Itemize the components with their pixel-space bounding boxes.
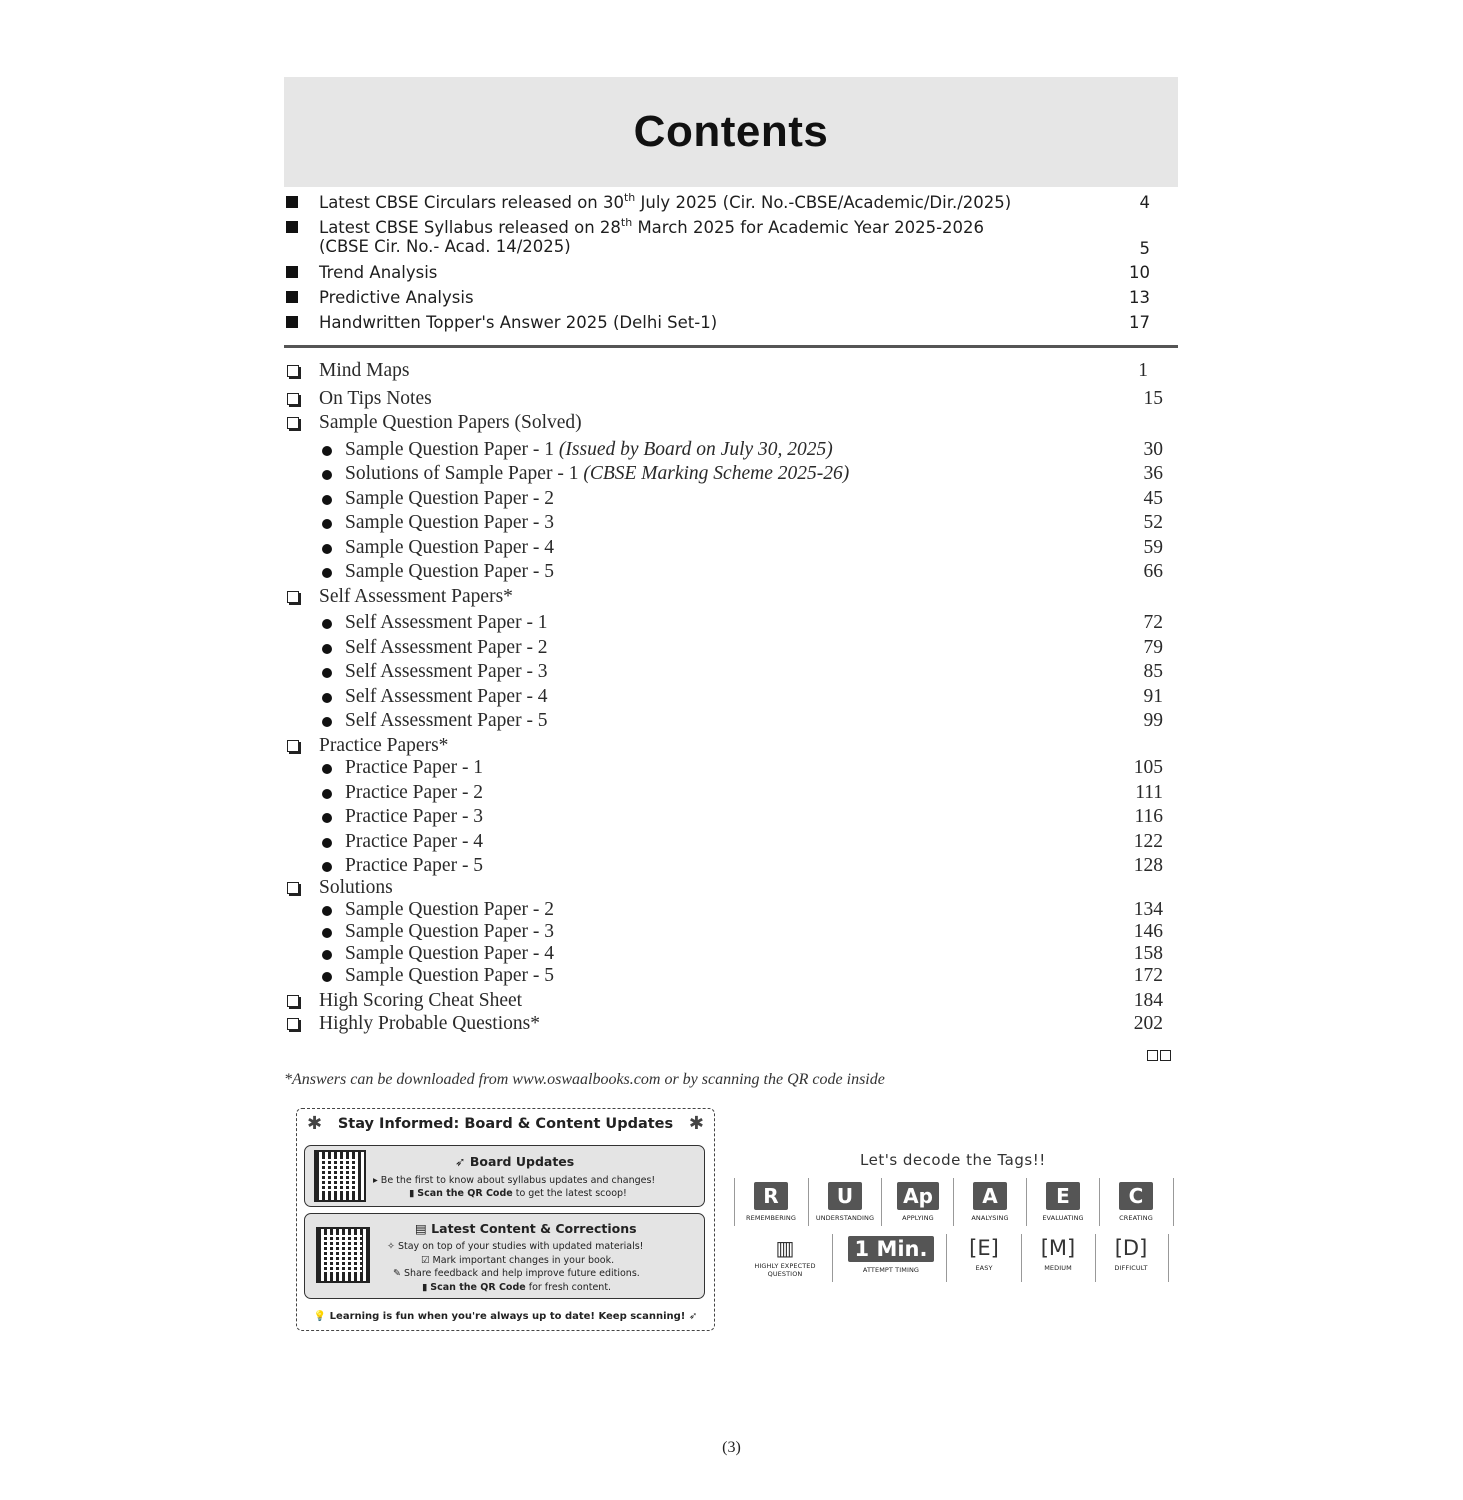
entry-label: Highly Probable Questions* bbox=[319, 1013, 540, 1034]
entry-page: 15 bbox=[1143, 388, 1163, 409]
dot-bullet-icon bbox=[322, 644, 332, 654]
dot-bullet-icon bbox=[322, 619, 332, 629]
entry-page: 91 bbox=[1143, 686, 1163, 707]
toc-entry-probable-questions[interactable] bbox=[284, 1013, 1178, 1037]
entry-page: 1 bbox=[1138, 360, 1148, 381]
entry-label: Sample Question Paper - 2 bbox=[345, 488, 555, 509]
toc-entry-sqp-1-solutions[interactable] bbox=[284, 463, 1178, 487]
books-icon: ▤ bbox=[415, 1221, 432, 1236]
entry-page: 99 bbox=[1143, 710, 1163, 731]
entry-page: 52 bbox=[1143, 512, 1163, 533]
toc-entry-sap-3[interactable] bbox=[284, 661, 1178, 685]
toc-section-practice-papers[interactable] bbox=[284, 735, 1178, 759]
entry-page: 36 bbox=[1143, 463, 1163, 484]
entry-page: 45 bbox=[1143, 488, 1163, 509]
entry-label: High Scoring Cheat Sheet bbox=[319, 990, 523, 1011]
board-updates-line: ▮ Scan the QR Code to get the latest scoop! bbox=[409, 1188, 627, 1199]
checkbox-bullet-icon bbox=[287, 365, 299, 377]
entry-label: Mind Maps bbox=[319, 360, 410, 381]
checkbox-bullet-icon bbox=[287, 417, 299, 429]
entry-label: Practice Paper - 1 bbox=[345, 757, 484, 778]
toc-entry-trend-analysis[interactable] bbox=[284, 263, 1178, 285]
tag-divider bbox=[1168, 1234, 1169, 1282]
entry-page: 4 bbox=[1139, 193, 1150, 212]
rocket-icon: ➶ bbox=[685, 1311, 698, 1322]
entry-label: Sample Question Paper - 4 bbox=[345, 943, 555, 964]
qr-code-icon[interactable] bbox=[314, 1150, 366, 1202]
entry-label: Practice Paper - 2 bbox=[345, 782, 484, 803]
dot-bullet-icon bbox=[322, 838, 332, 848]
sparkle-icon: ✧ bbox=[387, 1241, 398, 1252]
tag-divider bbox=[832, 1234, 833, 1282]
content-updates-panel bbox=[304, 1213, 705, 1299]
dot-bullet-icon bbox=[322, 862, 332, 872]
section-label: Self Assessment Papers* bbox=[319, 586, 513, 607]
entry-page: 17 bbox=[1129, 313, 1150, 332]
dot-bullet-icon bbox=[322, 446, 332, 456]
dot-bullet-icon bbox=[322, 717, 332, 727]
tags-title: Let's decode the Tags!! bbox=[860, 1151, 1046, 1169]
entry-label: Trend Analysis bbox=[319, 263, 438, 282]
square-bullet-icon bbox=[286, 196, 298, 208]
toc-entry-pp-4[interactable] bbox=[284, 831, 1178, 855]
footnote: *Answers can be downloaded from www.oswaalbooks.com or by scanning the QR code inside bbox=[284, 1071, 885, 1088]
entry-label: Latest CBSE Circulars released on 30th July 2025 (Cir. No.-CBSE/Academic/Dir./2025) bbox=[319, 191, 1012, 212]
tag-evaluating: E EVALUATING bbox=[1042, 1184, 1084, 1222]
dot-bullet-icon bbox=[322, 544, 332, 554]
toc-section-sqp[interactable] bbox=[284, 412, 1178, 436]
toc-entry-predictive-analysis[interactable] bbox=[284, 288, 1178, 310]
entry-label: Handwritten Topper's Answer 2025 (Delhi Set-1) bbox=[319, 313, 718, 332]
entry-label: Self Assessment Paper - 2 bbox=[345, 637, 548, 658]
square-bullet-icon bbox=[286, 266, 298, 278]
entry-page: 116 bbox=[1134, 806, 1163, 827]
page-title: Contents bbox=[633, 107, 829, 156]
toc-entry-circulars[interactable] bbox=[284, 193, 1178, 215]
qr-code-icon[interactable] bbox=[316, 1227, 370, 1283]
tag-creating: C CREATING bbox=[1119, 1184, 1153, 1222]
toc-entry-sqp-4[interactable] bbox=[284, 537, 1178, 561]
lightbulb-icon: 💡 bbox=[313, 1311, 330, 1322]
checkbox-bullet-icon bbox=[287, 995, 299, 1007]
entry-label: Self Assessment Paper - 3 bbox=[345, 661, 548, 682]
checkbox-bullet-icon bbox=[287, 591, 299, 603]
toc-entry-on-tips[interactable] bbox=[284, 388, 1178, 412]
entry-label: Sample Question Paper - 5 bbox=[345, 561, 555, 582]
toc-entry-pp-1[interactable] bbox=[284, 757, 1178, 781]
dot-bullet-icon bbox=[322, 764, 332, 774]
toc-entry-sap-4[interactable] bbox=[284, 686, 1178, 710]
contents-page bbox=[284, 77, 1178, 1034]
section-label: Practice Papers* bbox=[319, 735, 449, 756]
entry-label: Sample Question Paper - 4 bbox=[345, 537, 555, 558]
dot-bullet-icon bbox=[322, 693, 332, 703]
entry-label: Sample Question Paper - 2 bbox=[345, 899, 555, 920]
dot-bullet-icon bbox=[322, 470, 332, 480]
entry-label: Practice Paper - 3 bbox=[345, 806, 484, 827]
dot-bullet-icon bbox=[322, 813, 332, 823]
entry-page: 134 bbox=[1133, 899, 1163, 920]
tag-divider bbox=[1173, 1178, 1174, 1226]
entry-label: Sample Question Paper - 3 bbox=[345, 512, 555, 533]
phone-icon: ▮ bbox=[422, 1282, 431, 1293]
updates-footer: 💡 Learning is fun when you're always up to date! Keep scanning! ➶ bbox=[313, 1311, 698, 1322]
entry-label: Latest CBSE Syllabus released on 28th March 2025 for Academic Year 2025-2026 (CBSE Cir. No.- Acad. 14/2025) bbox=[319, 216, 985, 256]
content-updates-title: ▤ Latest Content & Corrections bbox=[415, 1221, 637, 1236]
toc-entry-sap-5[interactable] bbox=[284, 710, 1178, 734]
toc-entry-sqp-3[interactable] bbox=[284, 512, 1178, 536]
content-updates-line: ▮ Scan the QR Code for fresh content. bbox=[422, 1282, 612, 1293]
content-updates-line: ☑ Mark important changes in your book. bbox=[421, 1255, 615, 1266]
toc-entry-toppers-answer[interactable] bbox=[284, 313, 1178, 335]
toc-section-solutions[interactable] bbox=[284, 877, 1178, 901]
pencil-icon: ✎ bbox=[393, 1268, 404, 1279]
tag-medium: [M] MEDIUM bbox=[1040, 1236, 1076, 1272]
square-bullet-icon bbox=[286, 291, 298, 303]
entry-page: 79 bbox=[1143, 637, 1163, 658]
tag-highly-expected: ▥ HIGHLY EXPECTED QUESTION bbox=[754, 1236, 816, 1278]
entry-label: Predictive Analysis bbox=[319, 288, 474, 307]
board-updates-line: ▸ Be the first to know about syllabus updates and changes! bbox=[373, 1175, 656, 1186]
toc-entry-syllabus[interactable] bbox=[284, 218, 1178, 260]
tag-remembering: R REMEMBERING bbox=[746, 1184, 796, 1222]
dot-bullet-icon bbox=[322, 519, 332, 529]
entry-label: Sample Question Paper - 1 (Issued by Board on July 30, 2025) bbox=[345, 439, 833, 460]
party-popper-icon: ✱ bbox=[688, 1113, 704, 1134]
toc-entry-sqp-5[interactable] bbox=[284, 561, 1178, 585]
toc-entry-pp-2[interactable] bbox=[284, 782, 1178, 806]
entry-page: 146 bbox=[1133, 921, 1163, 942]
tag-easy: [E] EASY bbox=[969, 1236, 999, 1272]
entry-label: Self Assessment Paper - 1 bbox=[345, 612, 548, 633]
entry-label: Sample Question Paper - 5 bbox=[345, 965, 555, 986]
dot-bullet-icon bbox=[322, 928, 332, 938]
entry-label: Self Assessment Paper - 4 bbox=[345, 686, 548, 707]
toc-entry-sap-2[interactable] bbox=[284, 637, 1178, 661]
toc-entry-pp-5[interactable] bbox=[284, 855, 1178, 879]
board-updates-title: ➶ Board Updates bbox=[455, 1154, 575, 1169]
entry-label: On Tips Notes bbox=[319, 388, 432, 409]
party-popper-icon: ✱ bbox=[307, 1113, 323, 1134]
entry-page: 5 bbox=[1139, 239, 1150, 258]
entry-page: 13 bbox=[1129, 288, 1150, 307]
entry-page: 158 bbox=[1133, 943, 1163, 964]
toc-section-sap[interactable] bbox=[284, 586, 1178, 610]
dot-bullet-icon bbox=[322, 495, 332, 505]
entry-label: Practice Paper - 5 bbox=[345, 855, 484, 876]
entry-page: 202 bbox=[1133, 1013, 1163, 1034]
board-updates-panel bbox=[304, 1145, 705, 1207]
toc-entry-sap-1[interactable] bbox=[284, 612, 1178, 636]
checkbox-bullet-icon bbox=[287, 740, 299, 752]
end-marks-icon bbox=[1145, 1048, 1173, 1060]
phone-icon: ▮ bbox=[409, 1188, 418, 1199]
square-bullet-icon bbox=[286, 316, 298, 328]
dot-bullet-icon bbox=[322, 950, 332, 960]
entry-page: 105 bbox=[1133, 757, 1163, 778]
toc-entry-solution-sqp-5[interactable] bbox=[284, 965, 1178, 989]
tag-difficult: [D] DIFFICULT bbox=[1114, 1236, 1148, 1272]
toc-entry-pp-3[interactable] bbox=[284, 806, 1178, 830]
title-band bbox=[284, 77, 1178, 187]
dot-bullet-icon bbox=[322, 906, 332, 916]
page-number: (3) bbox=[722, 1439, 741, 1456]
tag-applying: Ap APPLYING bbox=[881, 1182, 955, 1222]
dot-bullet-icon bbox=[322, 568, 332, 578]
toc-entry-sqp-1[interactable] bbox=[284, 439, 1178, 463]
dot-bullet-icon bbox=[322, 972, 332, 982]
chart-icon: ▥ bbox=[775, 1236, 795, 1260]
entry-label: Practice Paper - 4 bbox=[345, 831, 484, 852]
entry-page: 111 bbox=[1135, 782, 1163, 803]
dot-bullet-icon bbox=[322, 789, 332, 799]
checkbox-bullet-icon bbox=[287, 1018, 299, 1030]
checkbox-bullet-icon bbox=[287, 393, 299, 405]
section-divider bbox=[284, 345, 1178, 348]
entry-label: Sample Question Paper - 3 bbox=[345, 921, 555, 942]
content-updates-line: ✎ Share feedback and help improve future editions. bbox=[393, 1268, 640, 1279]
entry-label: Self Assessment Paper - 5 bbox=[345, 710, 548, 731]
toc-entry-solution-sqp-3[interactable] bbox=[284, 921, 1178, 945]
entry-page: 30 bbox=[1143, 439, 1163, 460]
toc-entry-solution-sqp-4[interactable] bbox=[284, 943, 1178, 967]
entry-page: 184 bbox=[1133, 990, 1163, 1011]
entry-page: 72 bbox=[1143, 612, 1163, 633]
square-bullet-icon bbox=[286, 221, 298, 233]
rocket-icon: ➶ bbox=[455, 1154, 470, 1169]
entry-page: 10 bbox=[1129, 263, 1150, 282]
updates-box bbox=[296, 1108, 715, 1331]
checkbox-bullet-icon bbox=[287, 882, 299, 894]
toc-entry-solution-sqp-2[interactable] bbox=[284, 899, 1178, 923]
section-label: Sample Question Papers (Solved) bbox=[319, 412, 582, 433]
tag-analysing: A ANALYSING bbox=[971, 1184, 1009, 1222]
updates-title: Stay Informed: Board & Content Updates bbox=[337, 1116, 674, 1132]
entry-page: 122 bbox=[1133, 831, 1163, 852]
toc-entry-mind-maps[interactable] bbox=[284, 360, 1178, 384]
entry-page: 128 bbox=[1133, 855, 1163, 876]
tag-attempt-timing: 1 Min. ATTEMPT TIMING bbox=[844, 1236, 938, 1274]
toc-entry-sqp-2[interactable] bbox=[284, 488, 1178, 512]
entry-page: 59 bbox=[1143, 537, 1163, 558]
entry-label: Solutions of Sample Paper - 1 (CBSE Marking Scheme 2025-26) bbox=[345, 463, 850, 484]
tag-understanding: U UNDERSTANDING bbox=[815, 1184, 875, 1222]
dot-bullet-icon bbox=[322, 668, 332, 678]
checkmark-icon: ☑ bbox=[421, 1255, 433, 1266]
entry-page: 66 bbox=[1143, 561, 1163, 582]
megaphone-icon: ▸ bbox=[373, 1175, 381, 1186]
entry-page: 85 bbox=[1143, 661, 1163, 682]
content-updates-line: ✧ Stay on top of your studies with updated materials! bbox=[387, 1241, 644, 1252]
toc-entry-cheat-sheet[interactable] bbox=[284, 990, 1178, 1014]
entry-page: 172 bbox=[1133, 965, 1163, 986]
section-label: Solutions bbox=[319, 877, 393, 898]
